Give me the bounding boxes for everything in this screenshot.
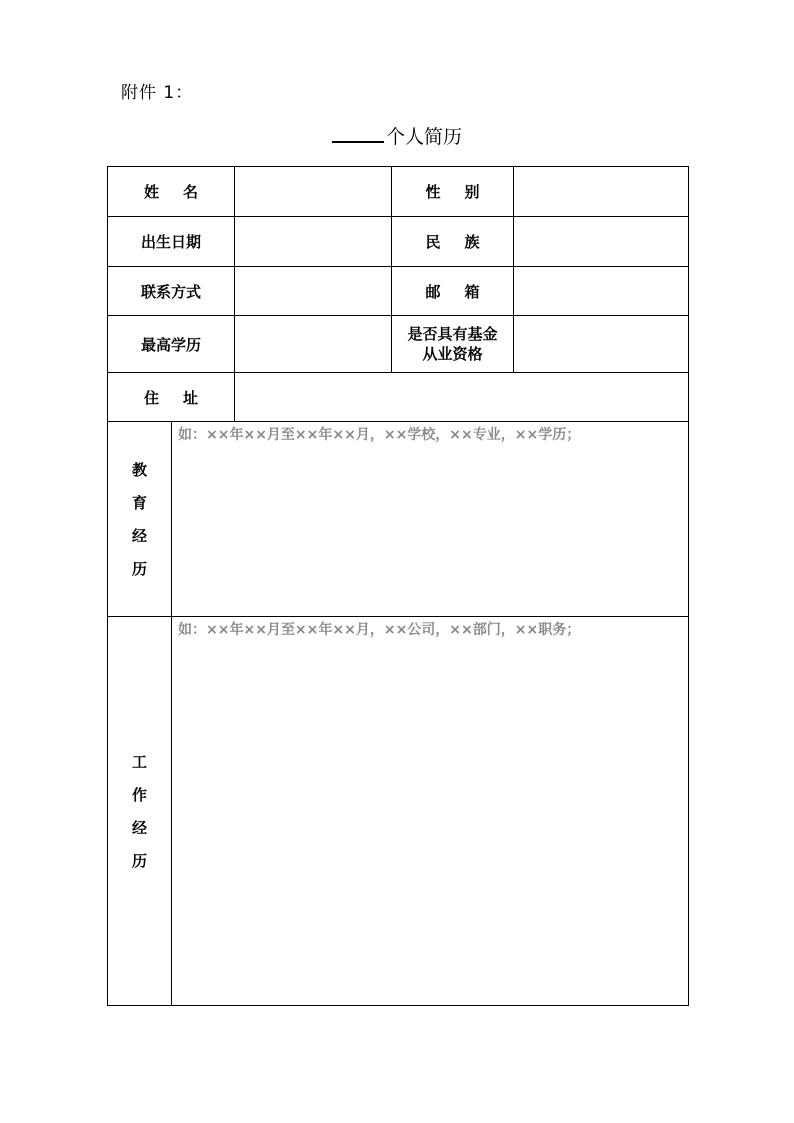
gender-label: 性别	[425, 183, 504, 201]
resume-table	[107, 166, 689, 1006]
row-birth-ethnicity	[108, 217, 689, 267]
education-level-label: 最高学历	[141, 335, 202, 354]
attachment-label: 附件 1：	[121, 83, 194, 103]
education-history-char: 教	[131, 461, 147, 479]
education-history-char: 经	[131, 527, 147, 545]
gender-label-cell	[392, 167, 514, 217]
work-history-label-cell	[108, 617, 172, 1006]
fund-qualification-label-line1: 是否具有基金	[407, 325, 498, 343]
email-value-cell[interactable]	[514, 267, 689, 316]
name-label: 姓名	[144, 183, 223, 201]
education-history-label-cell	[108, 422, 172, 617]
title-blank-line[interactable]	[332, 127, 384, 143]
work-history-value-cell[interactable]	[172, 617, 689, 1006]
name-label-cell	[108, 167, 235, 217]
row-name-gender	[108, 167, 689, 217]
work-history-hint: 如：××年××月至××年××月，××公司，××部门，××职务；	[178, 622, 581, 638]
row-address	[108, 373, 689, 422]
birth-label: 出生日期	[141, 233, 202, 251]
address-value-cell[interactable]	[235, 373, 689, 422]
name-value-cell[interactable]	[235, 167, 392, 217]
work-history-label	[108, 751, 171, 871]
work-history-char: 经	[131, 819, 147, 837]
contact-label-cell	[108, 267, 235, 316]
contact-value-cell[interactable]	[235, 267, 392, 316]
work-history-char: 历	[131, 852, 147, 870]
address-label: 住址	[144, 388, 223, 407]
fund-qualification-value-cell[interactable]	[514, 316, 689, 373]
fund-qualification-label-line2: 从业资格	[422, 345, 483, 363]
ethnicity-label-cell	[392, 217, 514, 267]
education-history-char: 育	[131, 494, 147, 512]
row-work-history	[108, 617, 689, 1006]
birth-value-cell[interactable]	[235, 217, 392, 267]
contact-label: 联系方式	[141, 282, 202, 301]
education-level-value-cell[interactable]	[235, 316, 392, 373]
ethnicity-value-cell[interactable]	[514, 217, 689, 267]
title-text: 个人简历	[385, 126, 462, 148]
page-title	[0, 122, 794, 149]
row-education-fund	[108, 316, 689, 373]
email-label: 邮箱	[425, 282, 504, 301]
address-label-cell	[108, 373, 235, 422]
education-history-char: 历	[131, 560, 147, 578]
row-education-history	[108, 422, 689, 617]
ethnicity-label: 民族	[425, 233, 504, 251]
fund-qualification-label-cell	[392, 316, 514, 373]
work-history-char: 作	[131, 786, 147, 804]
birth-label-cell	[108, 217, 235, 267]
education-level-label-cell	[108, 316, 235, 373]
education-history-label	[108, 459, 171, 579]
education-history-hint: 如：××年××月至××年××月，××学校，××专业，××学历；	[178, 427, 581, 443]
work-history-char: 工	[131, 753, 147, 771]
gender-value-cell[interactable]	[514, 167, 689, 217]
email-label-cell	[392, 267, 514, 316]
row-contact-email	[108, 267, 689, 316]
education-history-value-cell[interactable]	[172, 422, 689, 617]
